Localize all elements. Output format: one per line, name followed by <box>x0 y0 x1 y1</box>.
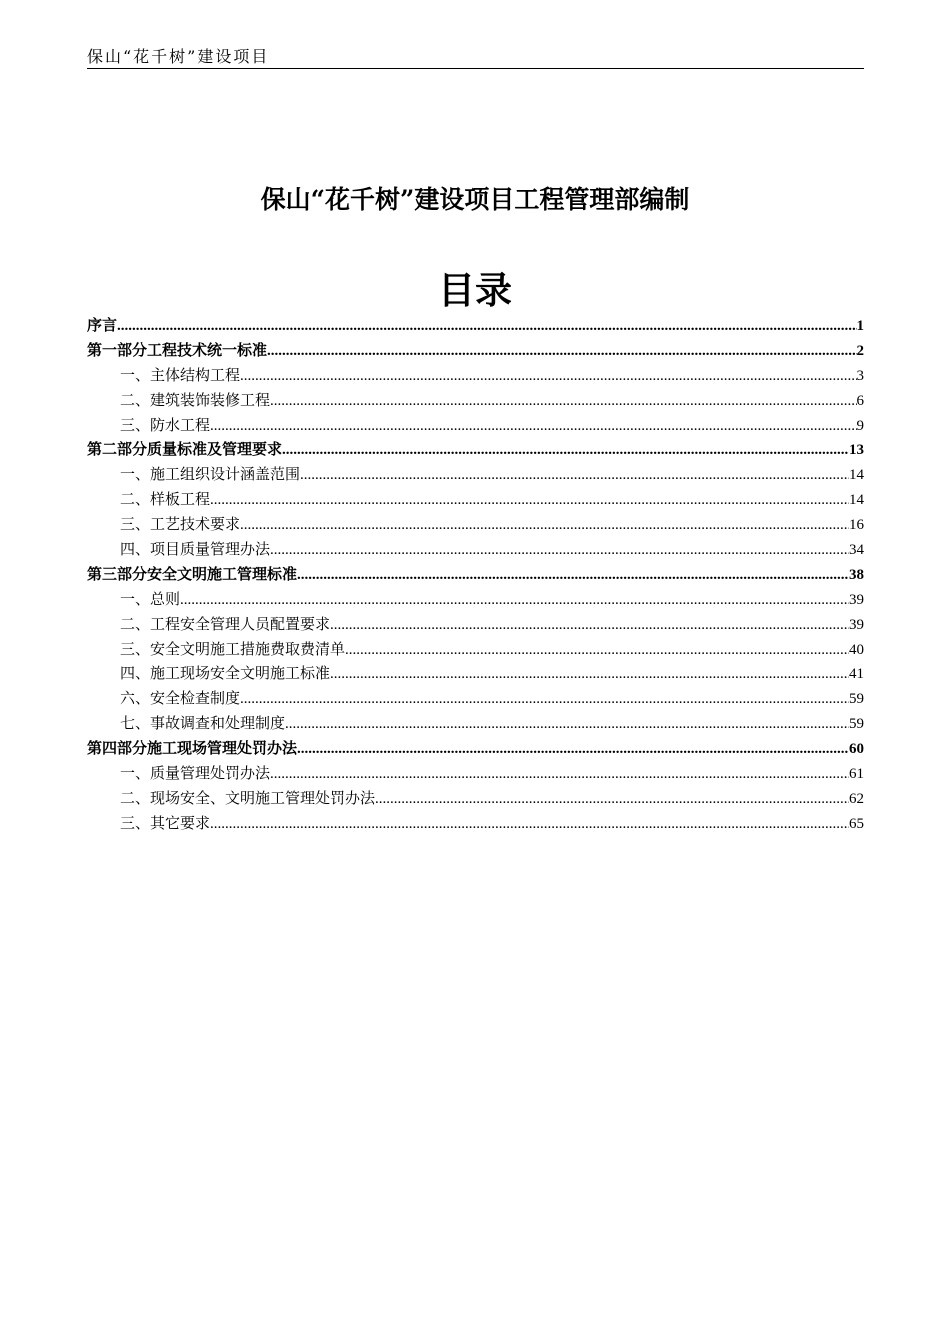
toc-leader-dots <box>240 513 849 537</box>
toc-subsection-entry[interactable] <box>87 487 864 512</box>
toc-page-number: 65 <box>849 815 864 832</box>
toc-section-entry[interactable] <box>87 562 864 587</box>
toc-page-number: 14 <box>849 492 864 509</box>
toc-leader-dots <box>345 638 849 662</box>
toc-subsection-entry[interactable] <box>87 413 864 438</box>
toc-leader-dots <box>282 438 849 462</box>
toc-subsection-entry[interactable] <box>87 637 864 662</box>
toc-subsection-entry[interactable] <box>87 512 864 537</box>
toc-leader-dots <box>240 364 856 388</box>
running-header: 保山“花千树”建设项目 <box>87 47 270 66</box>
table-of-contents <box>87 313 864 836</box>
toc-leader-dots <box>210 812 849 836</box>
toc-leader-dots <box>375 787 849 811</box>
toc-page-number: 59 <box>849 691 864 708</box>
header-rule <box>87 68 864 69</box>
toc-leader-dots <box>210 488 849 512</box>
toc-page-number: 61 <box>849 766 864 783</box>
toc-leader-dots <box>285 712 849 736</box>
toc-page-number: 3 <box>856 367 864 384</box>
toc-page-number: 9 <box>856 417 864 434</box>
toc-leader-dots <box>300 463 849 487</box>
toc-page-number: 39 <box>849 591 864 608</box>
toc-entry-title: 一、总则 <box>120 589 181 608</box>
toc-entry-title: 二、现场安全、文明施工管理处罚办法 <box>120 788 376 807</box>
toc-subsection-entry[interactable] <box>87 786 864 811</box>
toc-entry-title: 第一部分工程技术统一标准 <box>87 340 268 359</box>
toc-entry-title: 一、质量管理处罚办法 <box>120 764 271 783</box>
toc-page-number: 62 <box>849 790 864 807</box>
toc-leader-dots <box>210 414 856 438</box>
toc-entry-title: 三、防水工程 <box>120 415 211 434</box>
toc-entry-title: 四、项目质量管理办法 <box>120 540 271 559</box>
toc-section-entry[interactable] <box>87 338 864 363</box>
toc-subsection-entry[interactable] <box>87 686 864 711</box>
toc-entry-title: 二、工程安全管理人员配置要求 <box>120 614 331 633</box>
toc-page-number: 14 <box>849 467 864 484</box>
toc-page-number: 39 <box>849 616 864 633</box>
toc-section-entry[interactable] <box>87 313 864 338</box>
toc-entry-title: 三、其它要求 <box>120 813 211 832</box>
toc-leader-dots <box>267 339 856 363</box>
toc-leader-dots <box>330 613 849 637</box>
toc-section-entry[interactable] <box>87 437 864 462</box>
toc-entry-title: 三、工艺技术要求 <box>120 515 241 534</box>
toc-leader-dots <box>270 538 849 562</box>
toc-subsection-entry[interactable] <box>87 711 864 736</box>
toc-page-number: 1 <box>856 318 864 334</box>
toc-entry-title: 六、安全检查制度 <box>120 689 241 708</box>
toc-entry-title: 一、主体结构工程 <box>120 365 241 384</box>
toc-subsection-entry[interactable] <box>87 587 864 612</box>
toc-page-number: 59 <box>849 716 864 733</box>
toc-page-number: 41 <box>849 666 864 683</box>
toc-entry-title: 第四部分施工现场管理处罚办法 <box>87 739 298 758</box>
toc-entry-title: 一、施工组织设计涵盖范围 <box>120 465 301 484</box>
toc-leader-dots <box>270 762 849 786</box>
toc-leader-dots <box>180 588 849 612</box>
toc-subsection-entry[interactable] <box>87 612 864 637</box>
toc-entry-title: 二、样板工程 <box>120 490 211 509</box>
toc-leader-dots <box>330 662 849 686</box>
toc-subsection-entry[interactable] <box>87 462 864 487</box>
toc-entry-title: 序言 <box>87 316 118 334</box>
toc-entry-title: 七、事故调查和处理制度 <box>120 714 286 733</box>
toc-entry-title: 第三部分安全文明施工管理标准 <box>87 564 298 583</box>
toc-leader-dots <box>240 687 849 711</box>
toc-page-number: 38 <box>849 566 864 583</box>
toc-subsection-entry[interactable] <box>87 388 864 413</box>
toc-entry-title: 四、施工现场安全文明施工标准 <box>120 664 331 683</box>
toc-page-number: 2 <box>856 342 864 359</box>
toc-page-number: 34 <box>849 542 864 559</box>
toc-entry-title: 第二部分质量标准及管理要求 <box>87 440 283 459</box>
toc-page-number: 13 <box>849 442 864 459</box>
toc-entry-title: 二、建筑装饰装修工程 <box>120 390 271 409</box>
toc-page-number: 6 <box>856 392 864 409</box>
toc-leader-dots <box>297 563 849 587</box>
toc-page-number: 40 <box>849 641 864 658</box>
toc-page-number: 60 <box>849 741 864 758</box>
toc-entry-title: 三、安全文明施工措施费取费清单 <box>120 639 346 658</box>
toc-leader-dots <box>117 314 856 338</box>
toc-page-number: 16 <box>849 517 864 534</box>
toc-subsection-entry[interactable] <box>87 761 864 786</box>
toc-title: 目录 <box>438 268 512 312</box>
toc-subsection-entry[interactable] <box>87 363 864 388</box>
toc-leader-dots <box>297 737 849 761</box>
toc-subsection-entry[interactable] <box>87 537 864 562</box>
toc-subsection-entry[interactable] <box>87 811 864 836</box>
document-subtitle: 保山“花千树”建设项目工程管理部编制 <box>260 185 690 214</box>
toc-section-entry[interactable] <box>87 736 864 761</box>
toc-subsection-entry[interactable] <box>87 661 864 686</box>
toc-leader-dots <box>270 389 856 413</box>
